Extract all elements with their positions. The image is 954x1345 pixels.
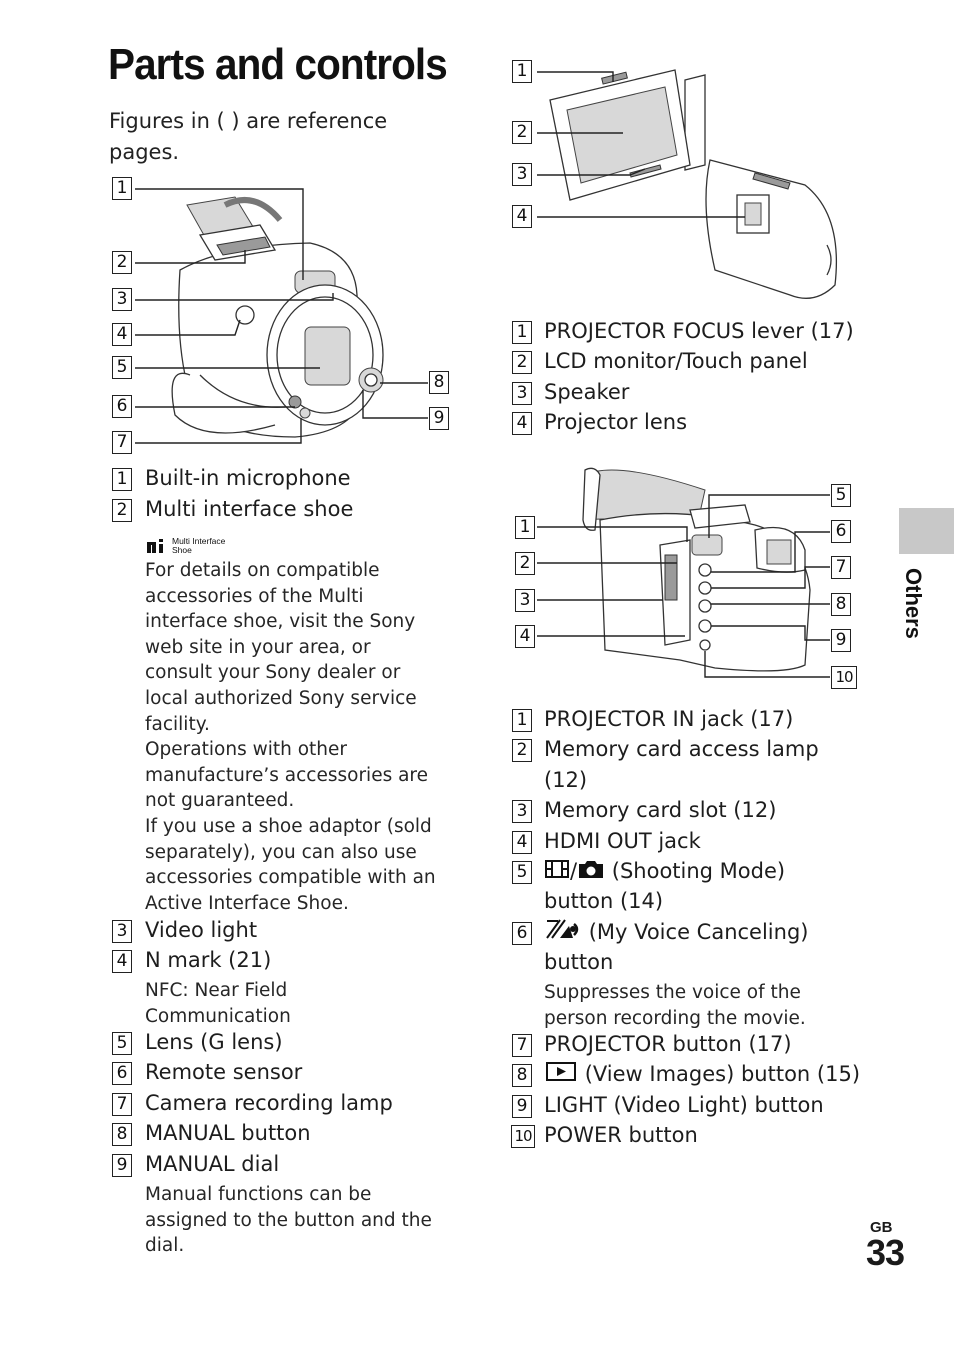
list-number: 1 <box>112 468 132 491</box>
list-item: Memory card access lamp <box>544 737 819 761</box>
callout-3: 3 <box>112 288 132 311</box>
list-number: 3 <box>112 920 132 943</box>
callout-4: 4 <box>512 205 532 228</box>
camera-mode-icon <box>577 857 605 887</box>
voice-cancel-icon <box>544 918 582 948</box>
list-number: 3 <box>512 800 532 823</box>
note-line: person recording the movie. <box>544 1007 806 1029</box>
list-number: 5 <box>512 861 532 884</box>
callout-6: 6 <box>112 395 132 418</box>
list-number: 1 <box>512 321 532 344</box>
page-number: 33 <box>866 1232 905 1273</box>
list-item: MANUAL button <box>145 1121 311 1145</box>
nfc-note <box>145 978 475 1029</box>
note-line: Communication <box>145 1005 291 1027</box>
mi-logo-icon <box>147 539 169 553</box>
list-number: 6 <box>112 1062 132 1085</box>
note-line: not guaranteed. <box>145 790 295 812</box>
callout-4: 4 <box>112 323 132 346</box>
note-line: local authorized Sony service <box>145 687 417 709</box>
note-line: consult your Sony dealer or <box>145 662 401 684</box>
callout-6: 6 <box>831 520 851 543</box>
mi-logo-text: Multi Interface Shoe <box>172 536 226 555</box>
note-line: Active Interface Shoe. <box>145 892 349 914</box>
note-line: assigned to the button and the <box>145 1209 432 1231</box>
note-line: accessories of the Multi <box>145 585 364 607</box>
callout-1: 1 <box>515 516 535 539</box>
list-item: Lens (G lens) <box>145 1030 283 1054</box>
callout-10: 10 <box>831 666 857 689</box>
callout-3: 3 <box>512 163 532 186</box>
callout-8: 8 <box>429 371 449 394</box>
movie-mode-icon <box>544 857 570 887</box>
list-number: 8 <box>112 1123 132 1146</box>
item-text: (My Voice Canceling) <box>588 920 809 944</box>
parts-list-side <box>510 0 890 1200</box>
note-line: Manual functions can be <box>145 1184 372 1205</box>
list-item-with-icon <box>544 856 785 887</box>
callout-5: 5 <box>112 356 132 379</box>
multi-interface-shoe-logo <box>147 536 230 556</box>
note-line: dial. <box>145 1235 185 1257</box>
note-line: separately), you can also use <box>145 841 417 863</box>
callout-8: 8 <box>831 593 851 616</box>
note-line: interface shoe, visit the Sony <box>145 611 416 633</box>
callout-1: 1 <box>512 60 532 83</box>
list-number: 2 <box>512 351 532 374</box>
list-item: LIGHT (Video Light) button <box>544 1093 824 1117</box>
list-item-with-icon <box>544 1059 860 1090</box>
note-line: Operations with other <box>145 739 348 761</box>
callout-2: 2 <box>515 552 535 575</box>
parts-list-front <box>110 0 480 1345</box>
note-line: If you use a shoe adaptor (sold <box>145 815 432 837</box>
page-title: Parts and controls <box>108 40 447 89</box>
list-number: 1 <box>512 709 532 732</box>
list-item: Memory card slot (12) <box>544 798 777 822</box>
list-item: Video light <box>145 918 258 942</box>
callout-2: 2 <box>512 121 532 144</box>
list-item: Built-in microphone <box>145 466 351 490</box>
shoe-note <box>145 558 475 916</box>
list-item: Camera recording lamp <box>145 1091 393 1115</box>
list-item-with-icon <box>544 917 808 948</box>
callout-5: 5 <box>831 484 851 507</box>
callout-9: 9 <box>429 407 449 430</box>
list-item: PROJECTOR IN jack (17) <box>544 707 794 731</box>
note-line: For details on compatible <box>145 560 380 581</box>
list-item: LCD monitor/Touch panel <box>544 349 808 373</box>
note-line: Suppresses the voice of the <box>544 982 801 1003</box>
section-tab-label: Others <box>901 568 926 639</box>
region-code: GB <box>870 1219 893 1236</box>
callout-7: 7 <box>831 556 851 579</box>
list-number: 6 <box>512 922 532 945</box>
list-item: PROJECTOR button (17) <box>544 1032 792 1056</box>
note-line: accessories compatible with an <box>145 867 436 889</box>
list-number: 9 <box>512 1095 532 1118</box>
item-text: (View Images) button (15) <box>584 1062 861 1086</box>
list-number: 7 <box>512 1034 532 1057</box>
list-item: POWER button <box>544 1123 698 1147</box>
list-number: 10 <box>511 1125 535 1148</box>
callout-9: 9 <box>831 629 851 652</box>
list-number: 4 <box>512 831 532 854</box>
list-item: PROJECTOR FOCUS lever (17) <box>544 319 854 343</box>
note-line: NFC: Near Field <box>145 980 288 1001</box>
list-number: 9 <box>112 1154 132 1177</box>
voice-note <box>544 980 874 1031</box>
item-text: (Shooting Mode) <box>611 859 786 883</box>
callout-7: 7 <box>112 431 132 454</box>
callout-2: 2 <box>112 251 132 274</box>
list-item-cont: button (14) <box>544 889 664 913</box>
list-item-cont: button <box>544 950 614 974</box>
section-tab-marker <box>899 508 954 554</box>
callout-4: 4 <box>515 625 535 648</box>
list-number: 8 <box>512 1064 532 1087</box>
play-icon <box>544 1060 578 1090</box>
list-item: Projector lens <box>544 410 688 434</box>
list-number: 2 <box>112 499 132 522</box>
list-number: 4 <box>112 950 132 973</box>
note-line: manufacture’s accessories are <box>145 764 429 786</box>
list-item: MANUAL dial <box>145 1152 280 1176</box>
dial-note <box>145 1182 475 1259</box>
list-item-cont: (12) <box>544 768 588 792</box>
list-number: 5 <box>112 1032 132 1055</box>
list-number: 4 <box>512 412 532 435</box>
callout-1: 1 <box>112 177 132 200</box>
note-line: facility. <box>145 713 210 735</box>
list-item: N mark (21) <box>145 948 272 972</box>
note-line: web site in your area, or <box>145 636 371 658</box>
list-item: Multi interface shoe <box>145 497 354 521</box>
intro-text: Figures in ( ) are reference pages. <box>109 109 388 164</box>
list-number: 3 <box>512 382 532 405</box>
list-item: Speaker <box>544 380 630 404</box>
list-number: 2 <box>512 739 532 762</box>
list-number: 7 <box>112 1093 132 1116</box>
list-item: HDMI OUT jack <box>544 829 701 853</box>
slash: / <box>570 859 578 883</box>
callout-3: 3 <box>515 589 535 612</box>
list-item: Remote sensor <box>145 1060 303 1084</box>
